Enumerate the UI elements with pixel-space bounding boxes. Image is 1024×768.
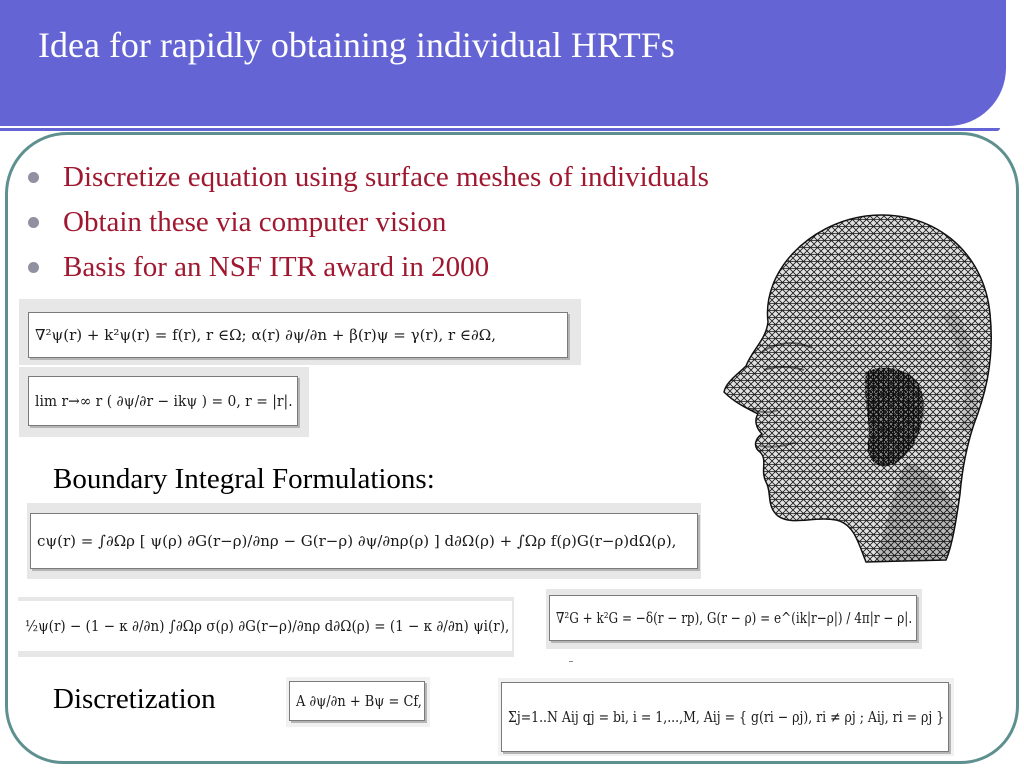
bullet-text: Basis for an NSF ITR award in 2000 (63, 251, 490, 283)
equation-sum-box (501, 682, 949, 752)
equation-helmholtz: ∇²ψ(r) + k²ψ(r) = f(r), r ∈Ω; α(r) ∂ψ/∂n + β(r)ψ = γ(r), r ∈∂Ω, (35, 326, 496, 344)
title-band-underline (0, 128, 1000, 131)
equation-sommerfeld-panel (19, 367, 309, 437)
equation-sum-panel (498, 678, 954, 756)
equation-green: ∇²G + k²G = −δ(r − rp), G(r − ρ) = e^(ik|r−ρ|) / 4π|r − ρ|. (556, 609, 913, 627)
equation-helmholtz-box (28, 312, 568, 358)
slide-title: Idea for rapidly obtaining individual HRTFs (38, 25, 675, 65)
bullet-list (26, 157, 709, 292)
bullet-item (26, 247, 709, 292)
equation-green-panel (546, 589, 922, 649)
equation-bie2-box (18, 601, 512, 651)
equation-matrix: A ∂ψ/∂n + Bψ = Cf, (296, 692, 422, 710)
boundary-label: Boundary Integral Formulations: (53, 463, 435, 495)
equation-sommerfeld-box (28, 376, 298, 426)
equation-bie-box (30, 513, 698, 569)
stray-dash (569, 661, 573, 662)
bullet-text: Obtain these via computer vision (63, 206, 447, 238)
equation-bie: cψ(r) = ∫∂Ωρ [ ψ(ρ) ∂G(r−ρ)/∂nρ − G(r−ρ) ∂ψ/∂nρ(ρ) ] d∂Ω(ρ) + ∫Ωρ f(ρ)G(r−ρ)dΩ(ρ), (37, 532, 677, 550)
bullet-text: Discretize equation using surface meshes of individuals (63, 161, 709, 193)
equation-matrix-box (289, 681, 425, 721)
circle-bullet-icon (28, 217, 39, 228)
equation-matrix-panel (286, 677, 430, 727)
wireframe-head-mesh-image (716, 202, 996, 570)
equation-sum: Σj=1..N Aij qj = bi, i = 1,...,M, Aij = { g(ri − ρj), ri ≠ ρj ; Aij, ri = ρj } (508, 708, 945, 726)
equation-bie2-panel (18, 597, 514, 657)
equation-green-box (549, 595, 917, 641)
circle-bullet-icon (28, 262, 39, 273)
equation-sommerfeld: lim r→∞ r ( ∂ψ/∂r − ikψ ) = 0, r = |r|. (35, 392, 293, 410)
discretization-label: Discretization (53, 683, 216, 715)
equation-helmholtz-panel (19, 299, 581, 365)
equation-bie2: ½ψ(r) − (1 − κ ∂/∂n) ∫∂Ωρ σ(ρ) ∂G(r−ρ)/∂nρ d∂Ω(ρ) = (1 − κ ∂/∂n) ψi(r), (25, 617, 510, 635)
bullet-item (26, 202, 709, 247)
equation-bie-panel (27, 503, 701, 579)
bullet-item (26, 157, 709, 202)
circle-bullet-icon (28, 172, 39, 183)
